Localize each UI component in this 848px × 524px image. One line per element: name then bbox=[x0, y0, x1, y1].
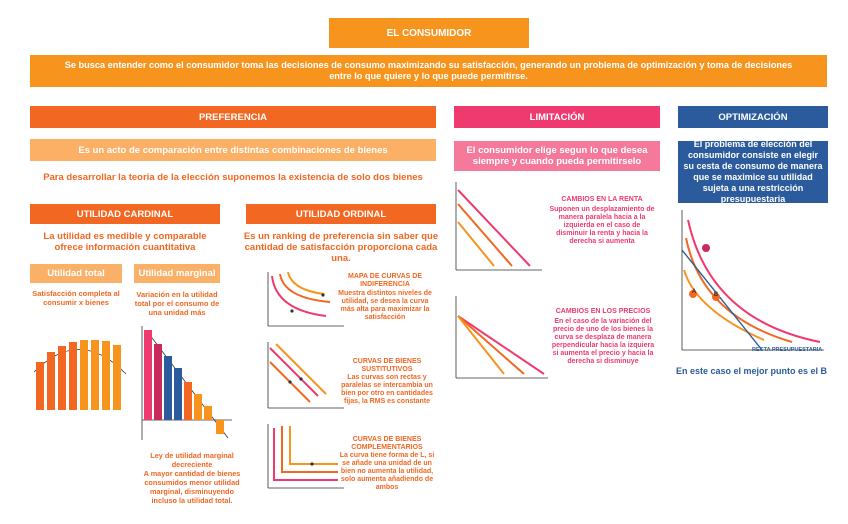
intro-banner: Se busca entender como el consumidor toma las decisiones de consumo maximizando su satisfacción, generando un problema de optimización y toma de decisiones entre lo que quiere y lo que puede permitirse. bbox=[30, 55, 827, 87]
utilidad-total-desc: Satisfacción completa al consumir x bienes bbox=[32, 289, 120, 307]
point-b-label: B bbox=[713, 292, 719, 298]
cambios-precios-desc: En el caso de la variación del precio de uno de los bienes la curva se desplaza de manera perpendicular hacia la izquiera si aumenta el precio y hacia la derecha si disminuye bbox=[551, 318, 655, 365]
cambios-renta-desc: Suponen un desplazamiento de manera paralela hacia a la izquierda en el caso de disminuir la renta y hacia la derecha si aumenta bbox=[549, 206, 655, 245]
ordinal-desc: Es un ranking de preferencia sin saber que cantidad de satisfacción proporciona cada una. bbox=[243, 231, 439, 264]
page-title: EL CONSUMIDOR bbox=[329, 18, 529, 48]
ley-utilidad-marginal: Ley de utilidad marginal decreciente A mayor cantidad de bienes consumidos menor utilidad marginal, disminuyendo incluso la utilidad total. bbox=[143, 451, 241, 505]
renta-diagram bbox=[454, 182, 544, 272]
precios-diagram bbox=[454, 296, 550, 380]
point-a-label: A bbox=[691, 289, 697, 295]
marginal-utility-diagram bbox=[140, 326, 235, 444]
bienes-complementarios-desc: La curva tiene forma de L, si se añade una unidad de un bien no aumenta la utilidad, solo aumenta añadiendo de ambos bbox=[339, 452, 435, 491]
optimizacion-header: OPTIMIZACIÓN bbox=[678, 106, 828, 128]
optimization-diagram bbox=[680, 210, 830, 360]
utilidad-total-header: Utilidad total bbox=[30, 264, 122, 283]
mapa-curvas-title: MAPA DE CURVAS DE INDIFERENCIA bbox=[347, 273, 423, 288]
preferencia-note: Para desarrollar la teoria de la elección suponemos la existencia de solo dos bienes bbox=[43, 172, 423, 183]
bienes-sustitutivos-title: CURVAS DE BIENES SUSTITUTIVOS bbox=[352, 358, 422, 373]
complements-diagram bbox=[266, 424, 346, 490]
optimizacion-desc: El problema de elección del consumidor consiste en elegir su cesta de consumo de manera que se maximice su utilidad sujeta a una restricción presupuestaria bbox=[678, 141, 828, 203]
limitacion-header: LIMITACIÓN bbox=[454, 106, 660, 128]
bienes-complementarios-title: CURVAS DE BIENES COMPLEMENTARIOS bbox=[351, 436, 423, 451]
cambios-precios-title: CAMBIOS EN LOS PRECIOS bbox=[555, 308, 651, 315]
limitacion-desc: El consumidor elige segun lo que desea siempre y cuando pueda permitirselo bbox=[454, 141, 660, 171]
optimizacion-conclusion: En este caso el mejor punto es el B bbox=[676, 366, 828, 376]
ordinal-header: UTILIDAD ORDINAL bbox=[246, 204, 436, 224]
recta-presupuestaria-label: RECTA PRESUPUESTARIA bbox=[752, 347, 823, 353]
cardinal-header: UTILIDAD CARDINAL bbox=[30, 204, 220, 224]
utilidad-marginal-desc: Variación en la utilidad total por el consumo de una unidad más bbox=[134, 290, 220, 317]
preferencia-definition: Es un acto de comparación entre distintas combinaciones de bienes bbox=[30, 139, 436, 161]
preferencia-header: PREFERENCIA bbox=[30, 106, 436, 128]
bienes-sustitutivos-desc: Las curvas son rectas y paralelas se intercambia un bien por otro en cantidades fijas, la RMS es constante bbox=[341, 374, 433, 405]
cardinal-desc: La utilidad es medible y comparable ofrece información cuantitativa bbox=[43, 231, 207, 253]
total-utility-diagram bbox=[32, 332, 128, 412]
cambios-renta-title: CAMBIOS EN LA RENTA bbox=[561, 196, 643, 203]
utilidad-marginal-header: Utilidad marginal bbox=[134, 264, 220, 283]
substitutes-diagram bbox=[266, 342, 346, 410]
mapa-curvas-desc: Muestra distintos niveles de utilidad, se desea la curva más alta para maximizar la satisfacción bbox=[338, 290, 432, 321]
